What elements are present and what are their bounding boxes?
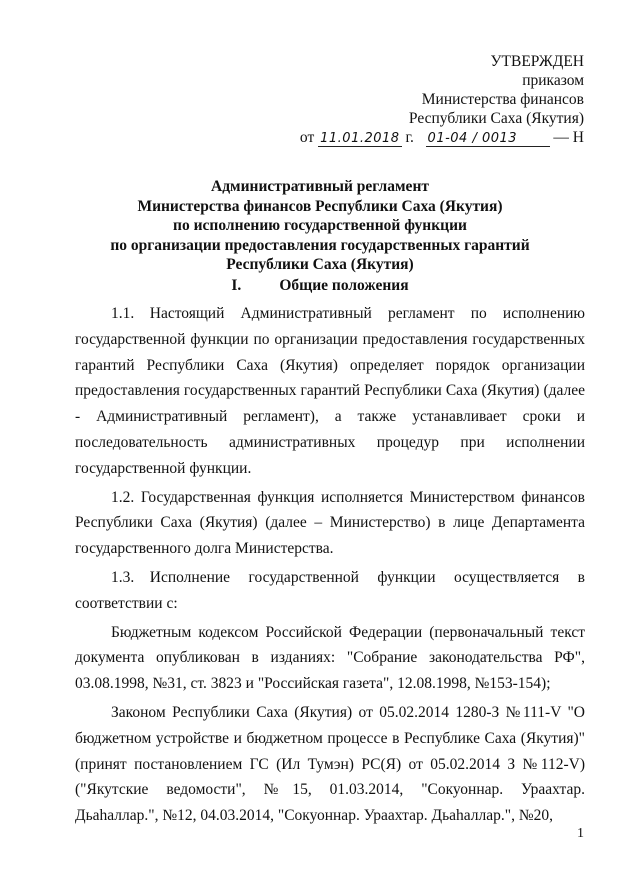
handwritten-date: 11.01.2018 [320, 131, 400, 146]
title-line-2: Министерства финансов Республики Саха (Якутия) [137, 197, 503, 215]
section-heading [0, 277, 640, 295]
document-body [75, 301, 585, 829]
handwritten-order-number: 01-04 / 0013 [426, 131, 550, 147]
year-suffix: г. [405, 129, 414, 146]
approved-label: УТВЕРЖДЕН [490, 53, 584, 70]
approval-stamp-block [300, 52, 584, 147]
republic-label: Республики Саха (Якутия) [408, 110, 584, 127]
paragraph-1-1: 1.1. Настоящий Административный регламент по исполнению государственной функции по организации предоставления государственных гарантий Республики Саха (Якутия) определяет порядок организации предоставления государственных гарантий Республики Саха (Якутия) (далее - Административный регламент), а также устанавливает сроки и последовательность административных процедур при исполнении государственной функции. [75, 305, 585, 477]
section-number: I. [231, 277, 242, 294]
title-line-4: по организации предоставления государственных гарантий [110, 236, 530, 254]
number-suffix: — Н [553, 129, 584, 146]
paragraph-republic-law: Законом Республики Саха (Якутия) от 05.02.2014 1280-З №111-V "О бюджетном устройстве и бюджетном процессе в Республике Саха (Якутия)" (принят постановлением ГС (Ил Тумэн) РС(Я) от 05.02.2014 З №112-V) ("Якутские ведомости", №15, 01.03.2014, "Сокуоннар. Ураахтар. Дьаһаллар.", №12, 04.03.2014, "Сокуоннар. Ураахтар. Дьаһаллар.", №20, [75, 703, 585, 825]
paragraph-budget-code: Бюджетным кодексом Российской Федерации (первоначальный текст документа опубликован в изданиях: "Собрание законодательства РФ", 03.08.1998, №31, ст. 3823 и "Российская газета", 12.08.1998, №153-154); [75, 623, 585, 693]
paragraph-1-3: 1.3. Исполнение государственной функции осуществляется в соответствии с: [75, 568, 585, 612]
section-title: Общие положения [279, 277, 409, 294]
date-prefix: от [299, 129, 315, 146]
order-label: приказом [522, 72, 584, 89]
ministry-label: Министерства финансов [421, 91, 584, 108]
page-number: 1 [577, 826, 584, 841]
title-line-3: по исполнению государственной функции [173, 217, 467, 234]
document-title [0, 177, 640, 275]
title-line-1: Административный регламент [211, 178, 429, 195]
title-line-5: Республики Саха (Якутия) [226, 256, 414, 273]
paragraph-1-2: 1.2. Государственная функция исполняется Министерством финансов Республики Саха (Якутия) (далее – Министерство) в лице Департамента государственного долга Министерства. [75, 488, 585, 558]
order-date-line [300, 128, 584, 147]
